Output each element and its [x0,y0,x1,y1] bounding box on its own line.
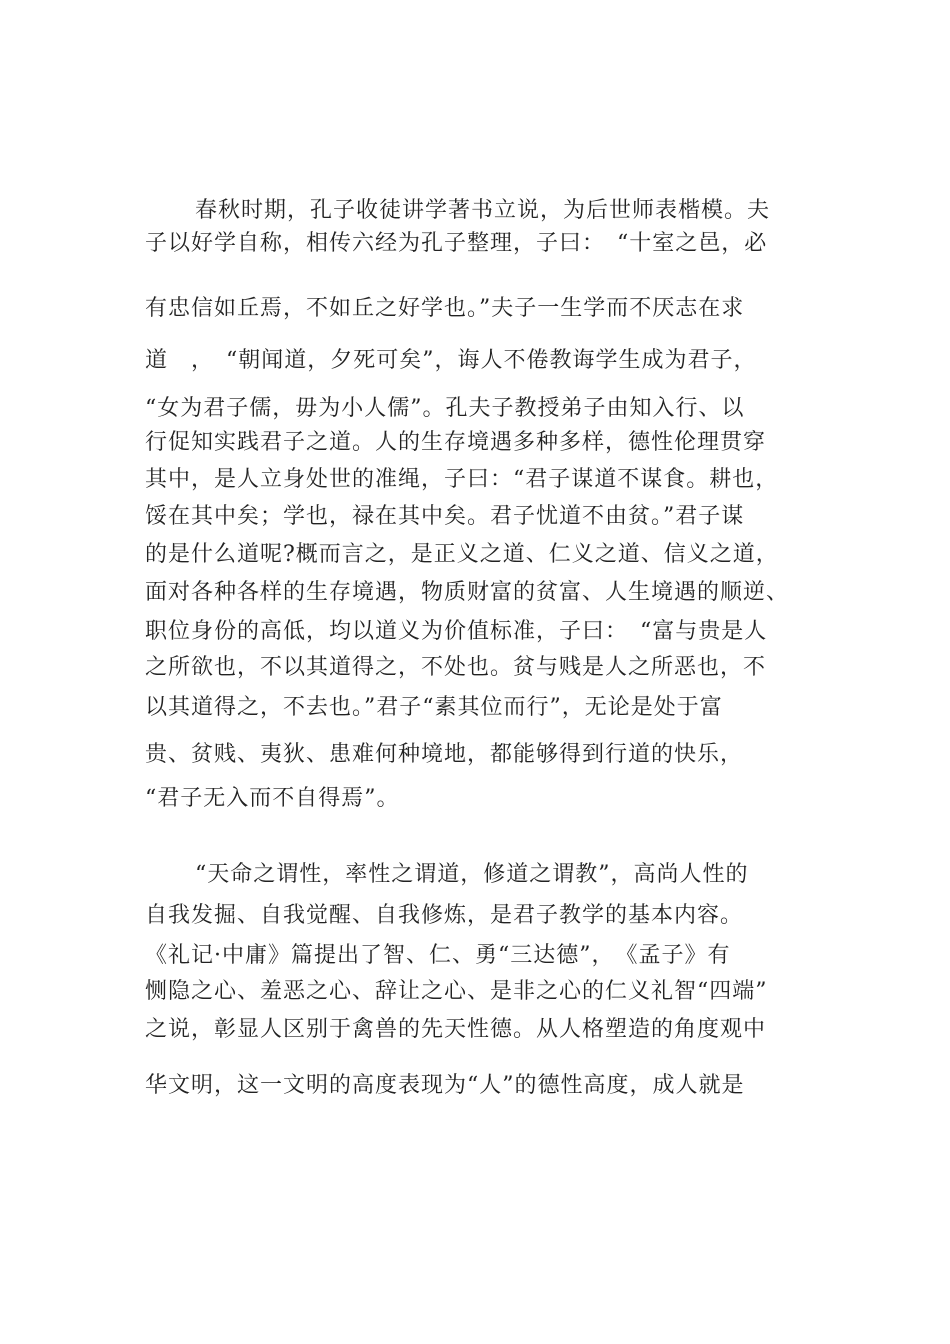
paragraph-1-line-12: 之所欲也，不以其道得之，不处也。贫与贱是人之所恶也，不 [145,655,767,680]
paragraph-2-line-1: “天命之谓性，率性之谓道，修道之谓教”，高尚人性的 [195,862,749,887]
paragraph-1-line-4: 道 ， “朝闻道，夕死可矣”，诲人不倦教诲学生成为君子， [145,348,757,373]
paragraph-1-line-9: 的是什么道呢?概而言之，是正义之道、仁义之道、信义之道， [145,542,779,567]
paragraph-1-line-15: “君子无入而不自得焉”。 [145,786,400,811]
paragraph-1-line-14: 贵、贫贱、夷狄、患难何种境地，都能够得到行道的快乐， [145,742,744,767]
paragraph-2-line-4: 恻隐之心、羞恶之心、辞让之心、是非之心的仁义礼智“四端” [145,979,768,1004]
paragraph-1-line-5: “女为君子儒，毋为小人儒”。孔夫子教授弟子由知入行、以 [145,396,745,421]
paragraph-1-line-3: 有忠信如丘焉，不如丘之好学也。”夫子一生学而不厌志在求 [145,296,745,321]
paragraph-1-line-1: 春秋时期，孔子收徒讲学著书立说，为后世师表楷模。夫 [195,198,771,223]
paragraph-1-line-2: 子以好学自称，相传六经为孔子整理，子曰： “十室之邑，必 [145,231,768,256]
paragraph-1-line-13: 以其道得之，不去也。”君子“素其位而行”，无论是处于富 [145,695,723,720]
paragraph-1-line-11: 职位身份的高低，均以道义为价值标准，子曰： “富与贵是人 [145,619,768,644]
paragraph-1-line-10: 面对各种各样的生存境遇，物质财富的贫富、人生境遇的顺逆、 [145,580,790,605]
paragraph-1-line-8: 馁在其中矣；学也，禄在其中矣。君子忧道不由贫。”君子谋 [145,504,745,529]
paragraph-2-line-6: 华文明，这一文明的高度表现为“人”的德性高度，成人就是 [145,1073,745,1098]
paragraph-1-line-7: 其中，是人立身处世的准绳，子曰：“君子谋道不谋食。耕也， [145,467,779,492]
paragraph-2-line-5: 之说，彰显人区别于禽兽的先天性德。从人格塑造的角度观中 [145,1017,767,1042]
paragraph-2-line-2: 自我发掘、自我觉醒、自我修炼，是君子教学的基本内容。 [145,903,744,928]
paragraph-1-line-6: 行促知实践君子之道。人的生存境遇多种多样，德性伦理贯穿 [145,430,767,455]
paragraph-2-line-3: 《礼记·中庸》篇提出了智、仁、勇“三达德”， 《孟子》有 [145,943,731,968]
